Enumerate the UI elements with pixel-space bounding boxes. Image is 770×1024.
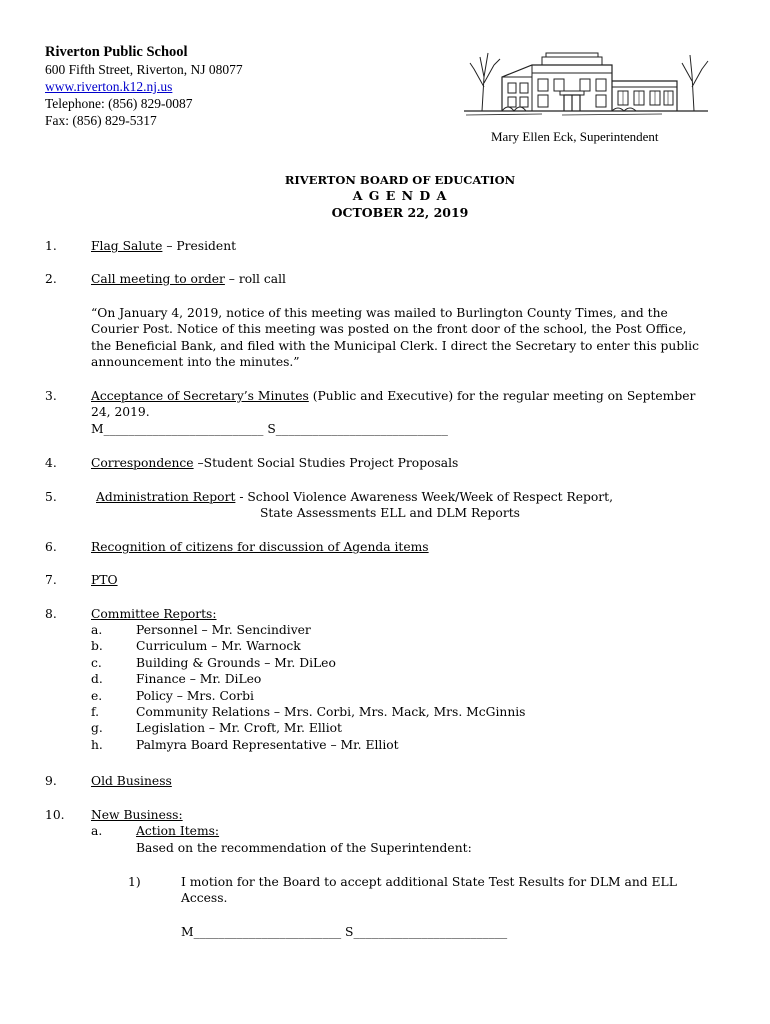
notice-line: “On January 4, 2019, notice of this meeting was mailed to Burlington County Times, and the xyxy=(91,306,668,320)
school-building-sketch-icon xyxy=(462,47,710,123)
superintendent-name: Mary Ellen Eck, Superintendent xyxy=(491,129,659,144)
agenda-item-minutes xyxy=(91,388,695,405)
notice-line: the Beneficial Bank, and filed with the Municipal Clerk. I direct the Secretary to enter this public xyxy=(91,339,699,353)
board-title: RIVERTON BOARD OF EDUCATION xyxy=(284,173,516,187)
item-number: 2. xyxy=(45,272,57,286)
committee-report: Personnel – Mr. Sencindiver xyxy=(136,623,311,637)
item-number: 3. xyxy=(45,389,57,403)
school-website-link[interactable]: www.riverton.k12.nj.us xyxy=(45,79,173,94)
agenda-item-administration-report xyxy=(96,489,613,506)
school-name: Riverton Public School xyxy=(45,44,188,60)
committee-label: e. xyxy=(91,688,103,703)
item-detail: – President xyxy=(162,239,237,253)
meeting-date: OCTOBER 22, 2019 xyxy=(331,205,469,220)
committee-report: Palmyra Board Representative – Mr. Elliot xyxy=(136,737,399,752)
agenda-item-old-business: Old Business xyxy=(91,774,172,788)
item-number: 9. xyxy=(45,774,57,788)
item-number: 7. xyxy=(45,573,57,587)
committee-label: h. xyxy=(91,737,103,752)
item-detail-line: State Assessments ELL and DLM Reports xyxy=(260,506,520,520)
item-number: 5. xyxy=(45,490,57,504)
school-telephone: Telephone: (856) 829-0087 xyxy=(45,96,193,111)
agenda-item-recognition: Recognition of citizens for discussion of Agenda items xyxy=(91,540,429,554)
motion-second-line: M__________________________ S____________________________ xyxy=(91,422,448,436)
item-number: 6. xyxy=(45,540,57,554)
committee-report: Community Relations – Mrs. Corbi, Mrs. Mack, Mrs. McGinnis xyxy=(136,705,526,719)
action-items-title: Action Items: xyxy=(136,824,220,838)
item-number: 10. xyxy=(45,808,65,822)
motion-text: Access. xyxy=(181,891,228,905)
committee-report: Policy – Mrs. Corbi xyxy=(136,688,254,703)
motion-number: 1) xyxy=(128,875,141,889)
committee-label: d. xyxy=(91,672,103,687)
school-fax: Fax: (856) 829-5317 xyxy=(45,113,157,128)
motion-second-line: M________________________ S_________________________ xyxy=(181,925,508,939)
item-detail: (Public and Executive) for the regular meeting on September xyxy=(308,389,696,403)
agenda-item-new-business: New Business: xyxy=(91,808,183,822)
committee-label: b. xyxy=(91,639,103,654)
item-detail-line: 24, 2019. xyxy=(91,405,150,419)
committee-label: a. xyxy=(91,623,103,637)
action-items-intro: Based on the recommendation of the Superintendent: xyxy=(136,841,472,855)
item-detail: – roll call xyxy=(224,272,286,286)
item-title: Flag Salute xyxy=(91,239,163,253)
item-number: 8. xyxy=(45,607,57,621)
item-number: 1. xyxy=(45,239,57,253)
committee-report: Building & Grounds – Mr. DiLeo xyxy=(136,655,336,670)
committee-report: Legislation – Mr. Croft, Mr. Elliot xyxy=(136,721,342,736)
item-title: Call meeting to order xyxy=(91,272,225,286)
item-number: 4. xyxy=(45,456,57,470)
letterhead xyxy=(45,44,243,129)
committee-report: Finance – Mr. DiLeo xyxy=(136,672,262,687)
committee-label: c. xyxy=(91,655,102,670)
agenda-item-call-to-order xyxy=(91,271,286,288)
committee-label: f. xyxy=(91,705,100,719)
agenda-title: A G E N D A xyxy=(352,188,448,203)
sub-item-label: a. xyxy=(91,824,103,838)
committee-report: Curriculum – Mr. Warnock xyxy=(136,639,301,654)
notice-line: announcement into the minutes.” xyxy=(91,355,300,369)
committee-label: g. xyxy=(91,721,103,736)
notice-line: Courier Post. Notice of this meeting was posted on the front door of the school, the Post Office, xyxy=(91,322,687,336)
item-title: Correspondence xyxy=(91,456,194,470)
agenda-item-correspondence xyxy=(91,455,458,472)
agenda-item-flag-salute xyxy=(91,238,236,255)
item-detail: –Student Social Studies Project Proposals xyxy=(193,456,459,470)
motion-text: I motion for the Board to accept additional State Test Results for DLM and ELL xyxy=(181,875,677,889)
agenda-item-committee-reports: Committee Reports: xyxy=(91,607,217,621)
item-title: Administration Report xyxy=(96,490,236,504)
item-detail: - School Violence Awareness Week/Week of Respect Report, xyxy=(235,490,614,504)
agenda-item-pto: PTO xyxy=(91,573,118,587)
item-title: Acceptance of Secretary’s Minutes xyxy=(91,389,309,403)
school-address: 600 Fifth Street, Riverton, NJ 08077 xyxy=(45,62,243,77)
